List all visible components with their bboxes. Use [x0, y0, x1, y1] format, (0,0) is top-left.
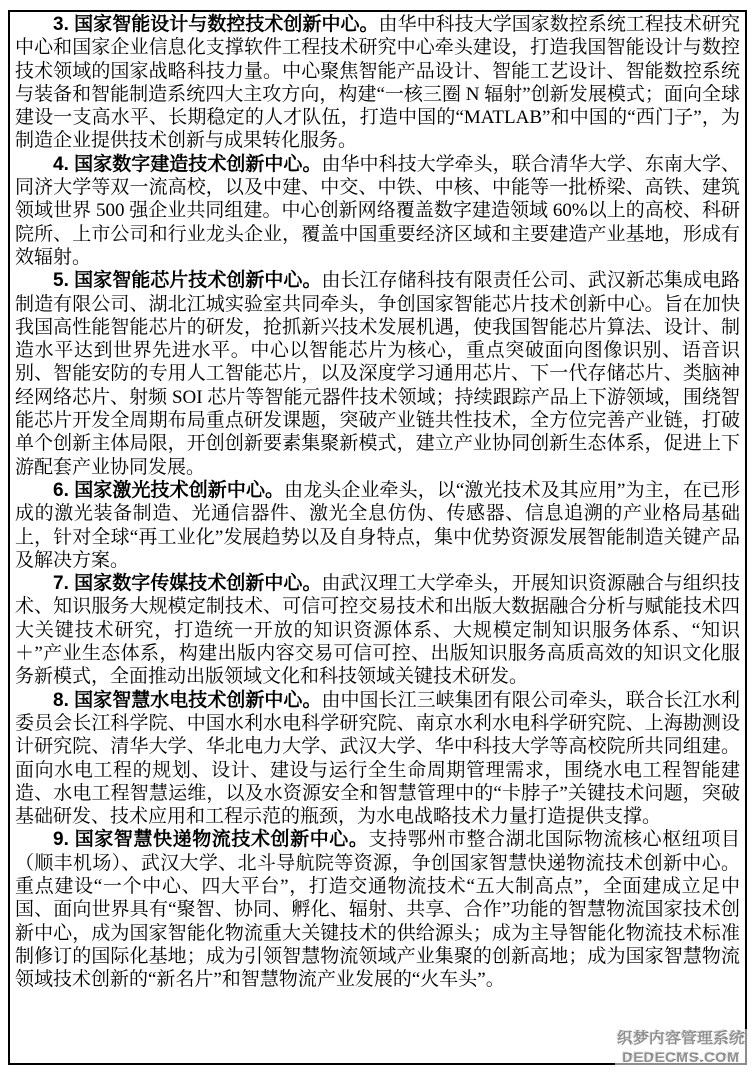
- paragraph-8-body: 由中国长江三峡集团有限公司牵头，联合长江水利委员会长江科学院、中国水利水电科学研究院、南京水利水电科学研究院、上海勘测设计研究院、清华大学、华北电力大学、武汉大学、华中科技大学等高校院所共同组建。面向水电工程的规划、设计、建设与运行全生命周期管理需求，围绕水电工程智能建造、水电工程智慧运维，以及水资源安全和智慧管理中的“卡脖子”关键技术问题，突破基础研发、技术应用和工程示范的瓶颈，为水电战略技术力量打造提供支撑。: [15, 689, 740, 828]
- paragraph-4-body: 由华中科技大学牵头，联合清华大学、东南大学、同济大学等双一流高校，以及中建、中交、中铁、中核、中能等一批桥梁、高铁、建筑领域世界 500 强企业共同组建。中心创新网络覆盖数字建造领域 60%以上的高校、科研院所、上市公司和行业龙头企业，覆盖中国重要经济区域和主要建造产业基地，形成有效辐射。: [15, 153, 740, 268]
- paragraph-9-body: 支持鄂州市整合湖北国际物流核心枢纽项目（顺丰机场）、武汉大学、北斗导航院等资源，争创国家智慧快递物流技术创新中心。重点建设“一个中心、四大平台”，打造交通物流技术“五大制高点”，全面建成立足中国、面向世界具有“聚智、协同、孵化、辐射、共享、合作”功能的智慧物流国家技术创新中心，成为国家智能化物流重大关键技术的供给源头；成为主导智能化物流技术标准制修订的国际化基地；成为引领智慧物流领域产业集聚的创新高地；成为国家智慧物流领域技术创新的“新名片”和智慧物流产业发展的“火车头”。: [15, 829, 740, 991]
- paragraph-4-heading: 4. 国家数字建造技术创新中心。: [53, 153, 322, 175]
- paragraph-3-body: 由华中科技大学国家数控系统工程技术研究中心和国家企业信息化支撑软件工程技术研究中心牵头建设，打造我国智能设计与数控技术领域的国家战略科技力量。中心聚焦智能产品设计、智能工艺设计、智能数控系统与装备和智能制造系统四大主攻方向，构建“一核三圈 N 辐射”创新发展模式；面向全球建设一支高水平、长期稳定的人才队伍，打造中国的“MATLAB”和中国的“西门子”，为制造企业提供技术创新与成果转化服务。: [15, 14, 740, 152]
- paragraph-8: [15, 689, 740, 829]
- paragraph-6-body: 由龙头企业牵头，以“激光技术及其应用”为主，在已形成的激光装备制造、光通信器件、激光全息仿伪、传感器、信息追溯的产业格局基础上，针对全球“再工业化”发展趋势以及自身特点，集中优势资源发展智能制造关键产品及解决方案。: [15, 479, 740, 571]
- paragraph-7-heading: 7. 国家数字传媒技术创新中心。: [53, 573, 322, 595]
- paragraph-5-body: 由长江存储科技有限责任公司、武汉新芯集成电路制造有限公司、湖北江城实验室共同牵头，争创国家智能芯片技术创新中心。旨在加快我国高性能智能芯片的研发，抢抓新兴技术发展机遇，使我国智能芯片算法、设计、制造水平达到世界先进水平。中心以智能芯片为核心，重点突破面向图像识别、语音识别、智能安防的专用人工智能芯片，以及深度学习通用芯片、下一代存储芯片、类脑神经网络芯片、射频 SOI 芯片等智能元器件技术领域；持续跟踪产品上下游领域，围绕智能芯片开发全周期布局重点研发课题，突破产业链共性技术，全方位完善产业链，打破单个创新主体局限，开创创新要素集聚新模式，建立产业协同创新生态体系，促进上下游配套产业协同发展。: [15, 270, 740, 478]
- paragraph-6: [15, 479, 740, 572]
- paragraph-8-heading: 8. 国家智慧水电技术创新中心。: [53, 689, 322, 711]
- paragraph-4: [15, 153, 740, 269]
- paragraph-7-body: 由武汉理工大学牵头，开展知识资源融合与组织技术、知识服务大规模定制技术、可信可控交易技术和出版大数据融合分析与赋能技术四大关键技术研究，打造统一开放的知识资源体系、大规模定制知识服务体系、“知识＋”产业生态体系，构建出版内容交易可信可控、出版知识服务高质高效的知识文化服务新模式，全面推动出版领域文化和科技领域关键技术研发。: [15, 573, 740, 688]
- document-page-frame: [8, 10, 747, 1065]
- paragraph-5: [15, 269, 740, 479]
- paragraph-6-heading: 6. 国家激光技术创新中心。: [53, 479, 285, 501]
- paragraph-3: [15, 13, 740, 153]
- paragraph-5-heading: 5. 国家智能芯片技术创新中心。: [53, 270, 322, 292]
- paragraph-7: [15, 572, 740, 688]
- dedecms-watermark: [615, 1029, 747, 1067]
- paragraph-9-heading: 9. 国家智慧快递物流技术创新中心。: [53, 829, 369, 851]
- watermark-text-domain: DEDECMS.COM: [622, 1048, 740, 1065]
- paragraph-9: [15, 828, 740, 991]
- paragraph-3-heading: 3. 国家智能设计与数控技术创新中心。: [53, 14, 379, 35]
- watermark-text-cn: 织梦内容管理系统: [616, 1029, 745, 1047]
